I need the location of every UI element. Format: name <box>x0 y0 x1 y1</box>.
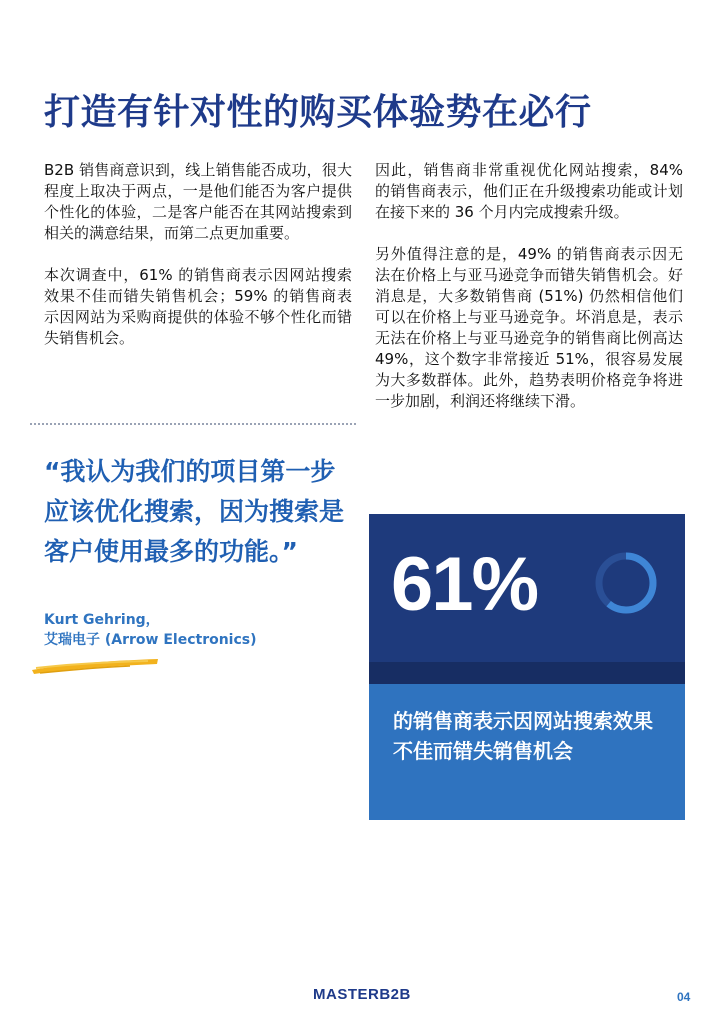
brush-stroke-decoration <box>30 655 160 677</box>
stat-value: 61% <box>391 542 538 627</box>
logo-b2b: B2B <box>379 986 411 1003</box>
stat-band <box>369 662 685 684</box>
quote-author-name: Kurt Gehring， <box>44 612 160 628</box>
quote-author-company: 艾瑞电子 (Arrow Electronics) <box>44 632 257 648</box>
logo-master: MASTER <box>313 986 380 1003</box>
progress-ring-icon <box>593 550 659 616</box>
left-column <box>44 160 352 370</box>
left-paragraph-1: B2B 销售商意识到，线上销售能否成功，很大程度上取决于两点，一是他们能否为客户提供个性化的体验，二是客户能否在其网站搜索到相关的满意结果，而第二点更加重要。 <box>44 161 352 242</box>
left-paragraph-2: 本次调查中，61% 的销售商表示因网站搜索效果不佳而错失销售机会；59% 的销售商表示因网站为采购商提供的体验不够个性化而错失销售机会。 <box>44 266 352 347</box>
right-paragraph-1: 因此，销售商非常重视优化网站搜索，84% 的销售商表示，他们正在升级搜索功能或计划在接下来的 36 个月内完成搜索升级。 <box>375 161 683 221</box>
dotted-divider <box>30 423 356 425</box>
stat-callout <box>369 514 685 820</box>
page-number: 04 <box>677 990 691 1004</box>
stat-caption: 的销售商表示因网站搜索效果不佳而错失销售机会 <box>393 709 653 763</box>
pull-quote: “我认为我们的项目第一步应该优化搜索，因为搜索是客户使用最多的功能。” <box>44 457 345 566</box>
page-title: 打造有针对性的购买体验势在必行 <box>44 92 592 133</box>
masterb2b-logo <box>313 986 411 1003</box>
right-column <box>375 160 683 433</box>
quote-author <box>44 610 344 650</box>
right-paragraph-2: 另外值得注意的是，49% 的销售商表示因无法在价格上与亚马逊竞争而错失销售机会。好消息是，大多数销售商 (51%) 仍然相信他们可以在价格上与亚马逊竞争。坏消息是，表示无法在价格上与亚马逊竞争的销售商比例高达 49%，这个数字非常接近 51%，很容易发展为大多数群体。此外，趋势表明价格竞争将进一步加剧，利润还将继续下滑。 <box>375 245 683 410</box>
